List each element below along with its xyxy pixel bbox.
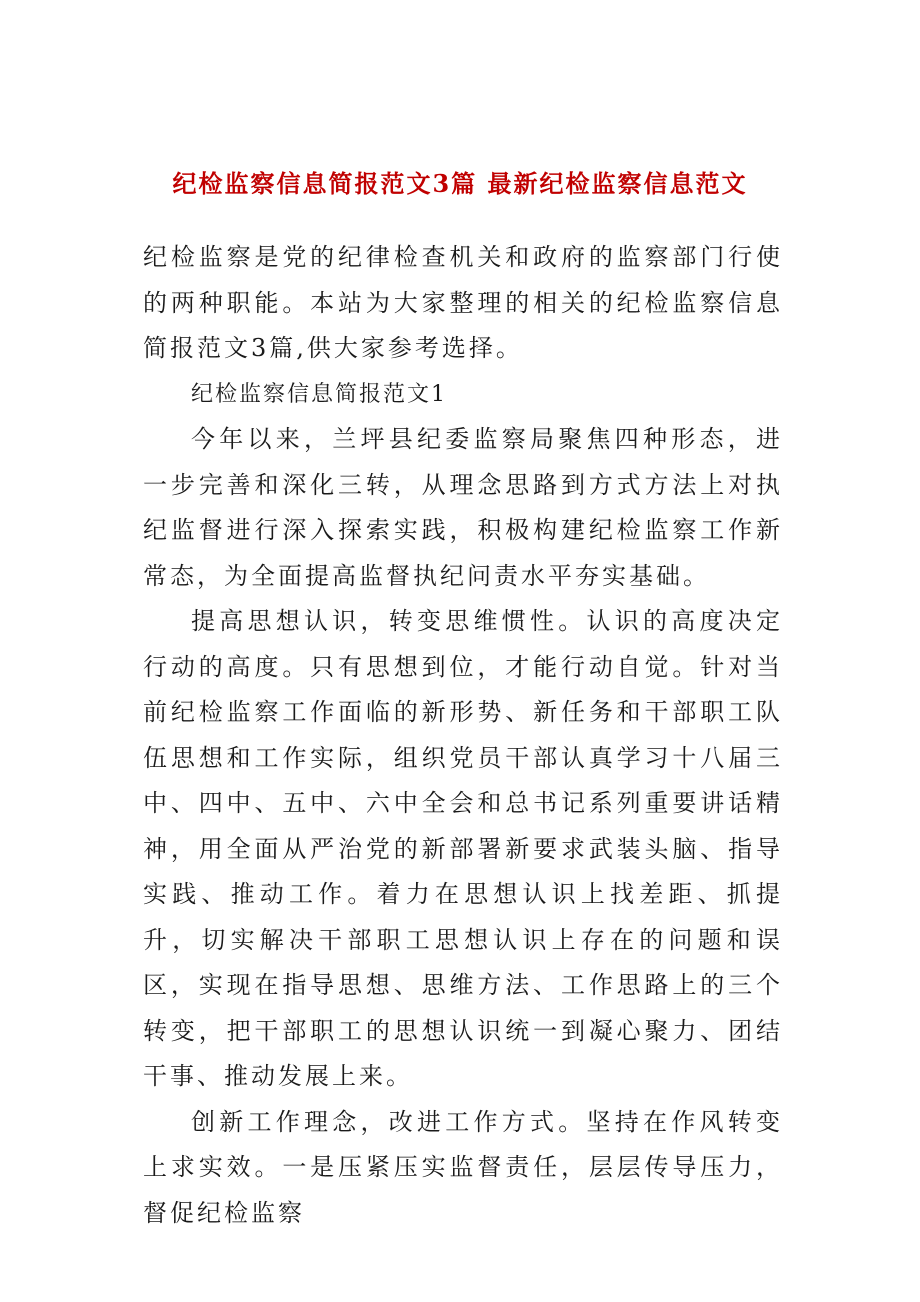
document-title: 纪检监察信息简报范文3篇 最新纪检监察信息范文: [172, 169, 748, 198]
intro-paragraph: 纪检监察是党的纪律检查机关和政府的监察部门行使的两种职能。本站为大家整理的相关的纪检监察信息简报范文3篇,供大家参考选择。: [143, 243, 783, 362]
document-body: [143, 235, 783, 1236]
section-heading: 纪检监察信息简报范文1: [191, 381, 447, 407]
body-paragraph: 创新工作理念，改进工作方式。坚持在作风转变上求实效。一是压紧压实监督责任，层层传导压力，督促纪检监察: [143, 1107, 783, 1227]
body-paragraph: 提高思想认识，转变思维惯性。认识的高度决定行动的高度。只有思想到位，才能行动自觉。针对当前纪检监察工作面临的新形势、新任务和干部职工队伍思想和工作实际，组织党员干部认真学习十八届三中、四中、五中、六中全会和总书记系列重要讲话精神，用全面从严治党的新部署新要求武装头脑、指导实践、推动工作。着力在思想认识上找差距、抓提升，切实解决干部职工思想认识上存在的问题和误区，实现在指导思想、思维方法、工作思路上的三个转变，把干部职工的思想认识统一到凝心聚力、团结干事、推动发展上来。: [143, 607, 783, 1090]
body-paragraph: 今年以来，兰坪县纪委监察局聚焦四种形态，进一步完善和深化三转，从理念思路到方式方法上对执纪监督进行深入探索实践，积极构建纪检监察工作新常态，为全面提高监督执纪问责水平夯实基础。: [143, 425, 783, 590]
